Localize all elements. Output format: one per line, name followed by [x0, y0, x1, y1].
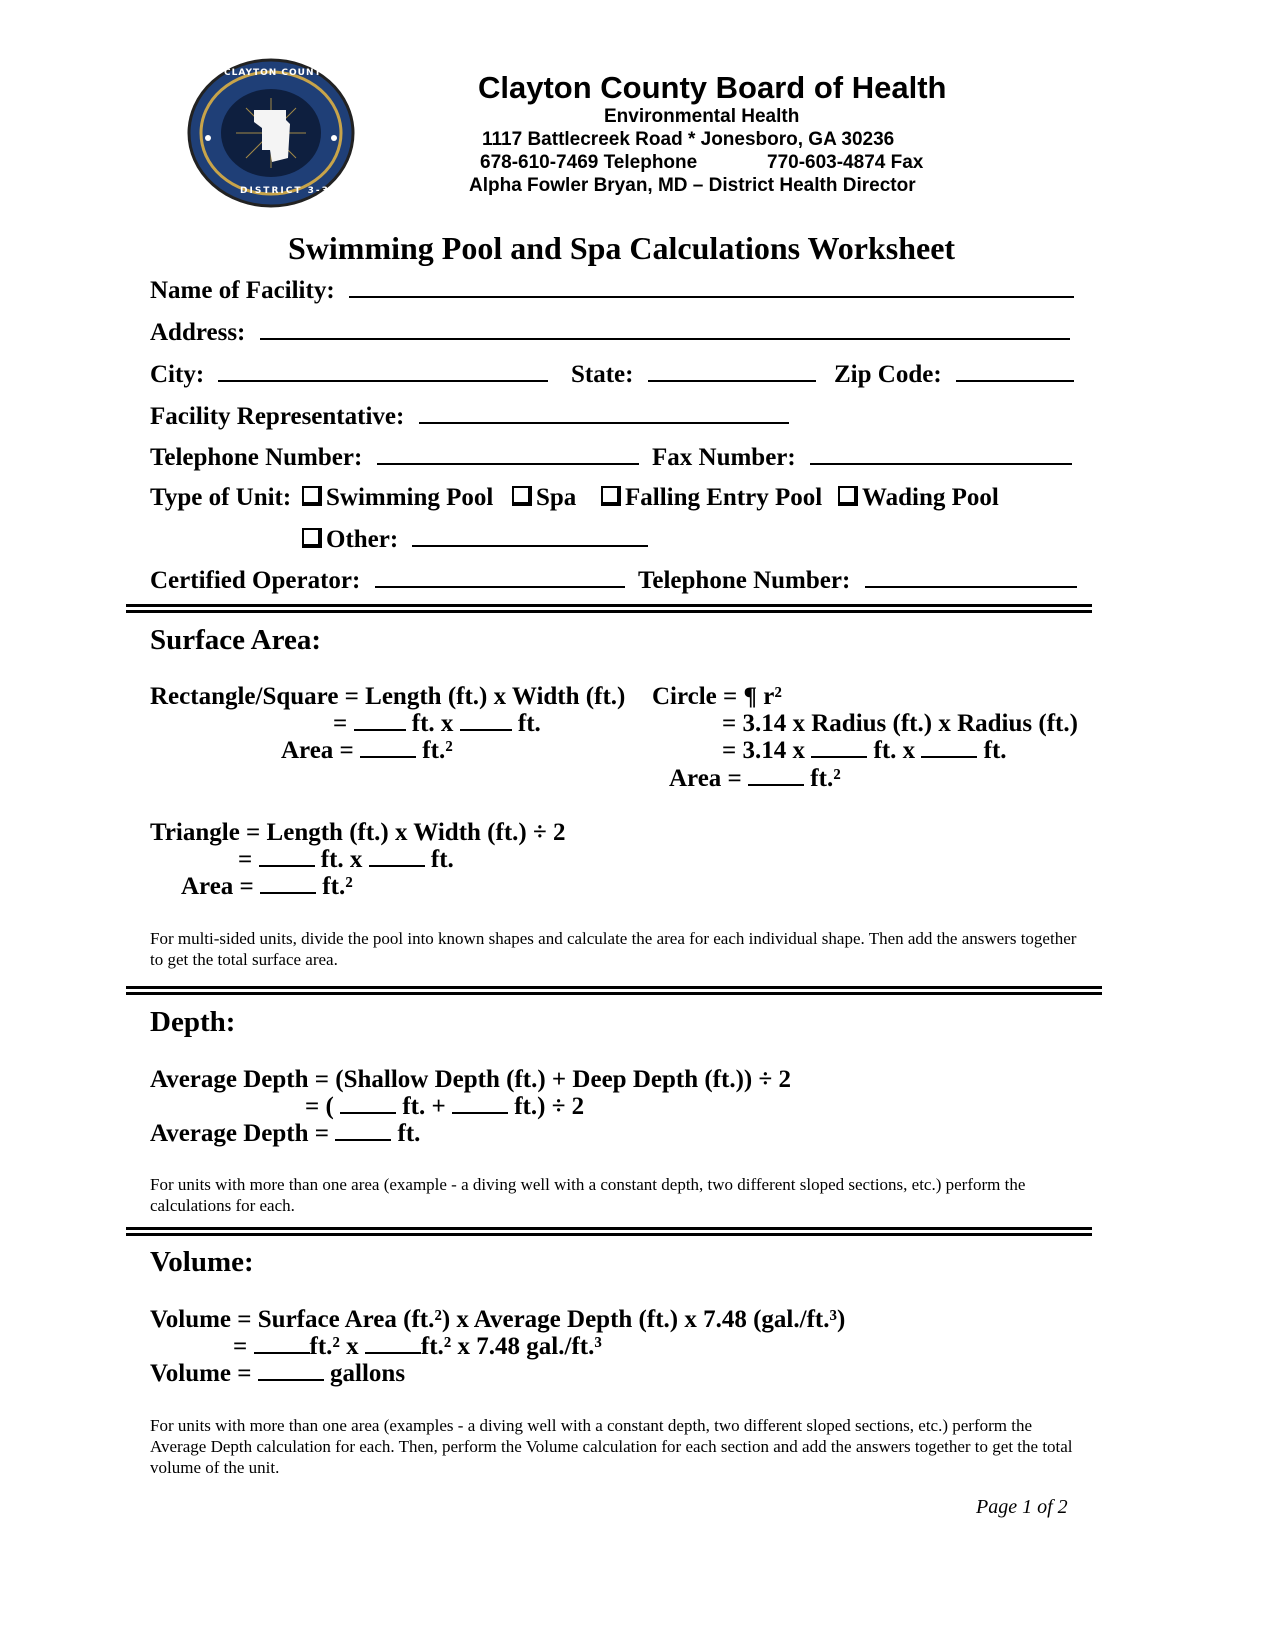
type-falling-entry-pool[interactable]: Falling Entry Pool	[601, 484, 822, 512]
address-field[interactable]	[260, 318, 1070, 340]
fax-field[interactable]	[810, 443, 1072, 465]
surface-area-blank[interactable]	[254, 1334, 310, 1354]
checkbox-icon[interactable]	[302, 528, 322, 548]
checkbox-icon[interactable]	[838, 486, 858, 506]
unit-type-label: Type of Unit:	[150, 484, 292, 511]
state-field[interactable]	[648, 360, 816, 382]
volume-result: Volume = gallons	[150, 1360, 406, 1387]
volume-line2: = ft.² x ft.² x 7.48 gal./ft.³	[233, 1333, 602, 1360]
city-row	[150, 360, 548, 389]
depth-line2: = ( ft. + ft.) ÷ 2	[305, 1093, 585, 1120]
operator-tel-row	[638, 566, 1077, 595]
operator-label: Certified Operator:	[150, 567, 361, 594]
facility-name-label: Name of Facility:	[150, 277, 335, 304]
circle-area: Area = ft.²	[669, 765, 841, 792]
dept-name: Environmental Health	[604, 106, 800, 127]
address-label: Address:	[150, 319, 246, 346]
unit-type-row	[150, 484, 291, 512]
rect-area-blank[interactable]	[360, 738, 416, 758]
volume-note: For units with more than one area (examples - a diving well with a constant depth, two different sloped sections, etc.) perform the Average Depth calculation for each. Then, perform the Volume calculation for each section and add the answers together to get the total volume of the unit.	[150, 1416, 1073, 1477]
operator-field[interactable]	[375, 566, 625, 588]
city-field[interactable]	[218, 360, 548, 382]
depth-result: Average Depth = ft.	[150, 1120, 421, 1147]
width-blank[interactable]	[460, 711, 512, 731]
page-title: Swimming Pool and Spa Calculations Worksheet	[288, 230, 956, 266]
circle-line2: = 3.14 x Radius (ft.) x Radius (ft.)	[722, 710, 1078, 737]
type-spa[interactable]: Spa	[512, 484, 576, 512]
zip-row	[834, 360, 1074, 389]
tri-area-blank[interactable]	[260, 874, 316, 894]
org-address: 1117 Battlecreek Road * Jonesboro, GA 30236	[482, 129, 895, 150]
fax-row	[652, 443, 1072, 472]
divider	[126, 1227, 1092, 1236]
representative-label: Facility Representative:	[150, 403, 405, 430]
rect-line2: = ft. x ft.	[333, 710, 541, 737]
avg-depth-blank[interactable]	[365, 1334, 421, 1354]
state-row	[571, 360, 816, 389]
divider	[126, 604, 1092, 613]
rect-area: Area = ft.²	[281, 737, 453, 764]
page-number: Page 1 of 2	[976, 1496, 1068, 1518]
triangle-line2: = ft. x ft.	[238, 846, 454, 873]
operator-tel-field[interactable]	[865, 566, 1077, 588]
radius-blank-1[interactable]	[811, 738, 867, 758]
type-other[interactable]: Other:	[302, 525, 648, 554]
telephone-row	[150, 443, 639, 472]
state-label: State:	[571, 361, 634, 388]
address-row	[150, 318, 1070, 347]
facility-name-field[interactable]	[349, 276, 1074, 298]
seal-text-bottom: DISTRICT 3-3	[240, 186, 330, 196]
zip-field[interactable]	[956, 360, 1074, 382]
circle-formula: Circle = ¶ r²	[652, 683, 782, 710]
representative-field[interactable]	[419, 402, 789, 424]
checkbox-icon[interactable]	[512, 486, 532, 506]
triangle-area: Area = ft.²	[181, 873, 353, 900]
fax-label: Fax Number:	[652, 444, 796, 471]
deep-depth-blank[interactable]	[452, 1094, 508, 1114]
telephone-label: Telephone Number:	[150, 444, 363, 471]
length-blank[interactable]	[354, 711, 406, 731]
type-wading-pool[interactable]: Wading Pool	[838, 484, 999, 512]
facility-name-row	[150, 276, 1074, 305]
other-field[interactable]	[412, 525, 648, 547]
divider	[126, 986, 1102, 995]
tri-width-blank[interactable]	[369, 847, 425, 867]
surface-area-heading: Surface Area:	[150, 624, 321, 656]
depth-formula: Average Depth = (Shallow Depth (ft.) + Deep Depth (ft.)) ÷ 2	[150, 1066, 791, 1093]
zip-label: Zip Code:	[834, 361, 942, 388]
triangle-formula: Triangle = Length (ft.) x Width (ft.) ÷ 2	[150, 819, 566, 846]
rect-formula: Rectangle/Square = Length (ft.) x Width (ft.)	[150, 683, 626, 710]
depth-note: For units with more than one area (example - a diving well with a constant depth, two different sloped sections, etc.) perform the calculations for each.	[150, 1175, 1026, 1215]
type-swimming-pool[interactable]: Swimming Pool	[302, 484, 493, 512]
circle-area-blank[interactable]	[748, 766, 804, 786]
city-label: City:	[150, 361, 205, 388]
depth-heading: Depth:	[150, 1006, 236, 1038]
county-seal	[186, 58, 387, 208]
volume-heading: Volume:	[150, 1246, 254, 1278]
volume-formula: Volume = Surface Area (ft.²) x Average Depth (ft.) x 7.48 (gal./ft.³)	[150, 1306, 846, 1333]
seal-text-top: CLAYTON COUNTY GEORGIA	[224, 68, 387, 78]
average-depth-blank[interactable]	[335, 1121, 391, 1141]
shallow-depth-blank[interactable]	[340, 1094, 396, 1114]
checkbox-icon[interactable]	[302, 486, 322, 506]
checkbox-icon[interactable]	[601, 486, 621, 506]
org-fax: 770-603-4874 Fax	[767, 152, 924, 173]
surface-area-note: For multi-sided units, divide the pool into known shapes and calculate the area for each individual shape. Then add the answers together to get the total surface area.	[150, 929, 1077, 969]
org-director: Alpha Fowler Bryan, MD – District Health Director	[469, 175, 916, 196]
volume-blank[interactable]	[258, 1361, 324, 1381]
operator-row	[150, 566, 625, 595]
operator-tel-label: Telephone Number:	[638, 567, 851, 594]
radius-blank-2[interactable]	[921, 738, 977, 758]
org-phone: 678-610-7469 Telephone	[480, 152, 698, 173]
representative-row	[150, 402, 789, 431]
tri-length-blank[interactable]	[259, 847, 315, 867]
circle-line3: = 3.14 x ft. x ft.	[722, 737, 1007, 764]
org-name: Clayton County Board of Health	[478, 70, 947, 105]
telephone-field[interactable]	[377, 443, 639, 465]
